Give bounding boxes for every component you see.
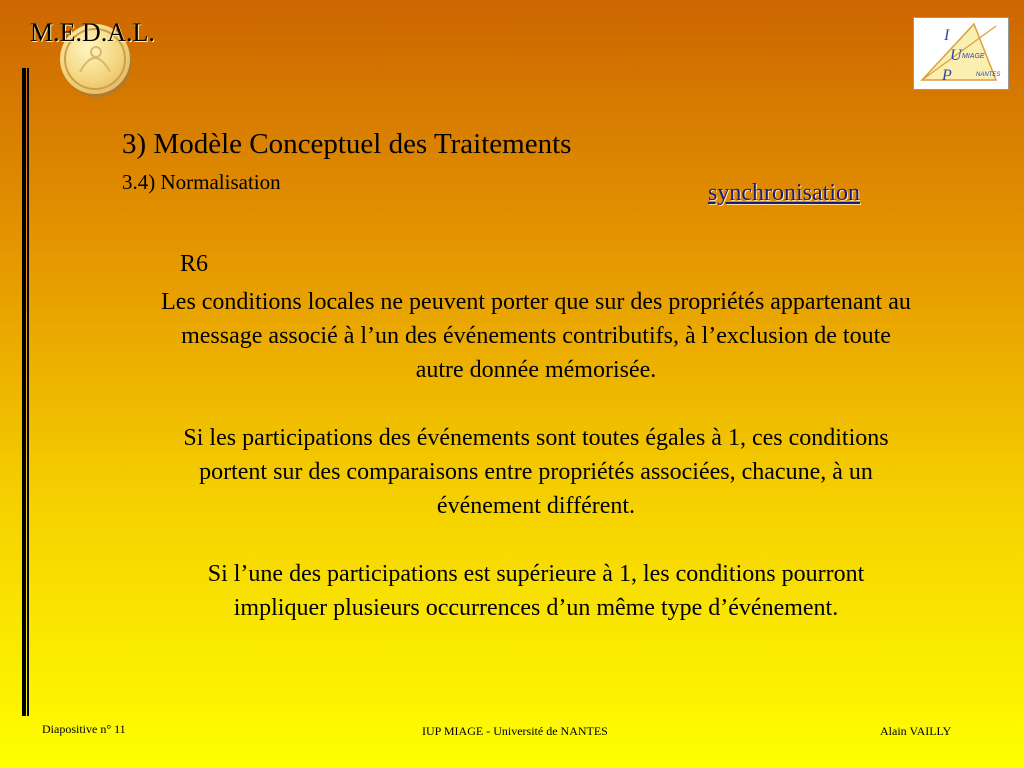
logo-letter-u: U [950, 47, 962, 64]
logo-word-miage: MIAGE [962, 53, 985, 60]
rule-paragraph-3: Si l’une des participations est supérieure à 1, les conditions pourront impliquer plusieurs occurrences d’un même type d’événement. [207, 561, 865, 621]
footer-author: Alain VAILLY [880, 724, 952, 738]
logo-letter-p: P [942, 67, 952, 84]
rule-paragraph-1: Les conditions locales ne peuvent porter que sur des propriétés appartenant au message associé à l’un des événements contributifs, à l’exclusion de toute autre donnée mémorisée. [161, 289, 911, 383]
synchronisation-link[interactable]: synchronisation [708, 180, 860, 206]
rule-body [160, 285, 912, 659]
footer-slide-number: Diapositive n° 11 [42, 722, 126, 736]
slide-subtitle: 3.4) Normalisation [122, 170, 281, 194]
rule-id: R6 [180, 251, 209, 277]
iup-miage-logo [913, 17, 1009, 90]
footer-institution: IUP MIAGE - Université de NANTES [422, 724, 608, 738]
slide-title: 3) Modèle Conceptuel des Traitements [122, 128, 572, 160]
left-vertical-rule [22, 68, 26, 716]
logo-letter-i: I [944, 27, 950, 44]
left-vertical-rule-thin [27, 68, 29, 716]
brand-title: M.E.D.A.L. [30, 18, 155, 47]
logo-word-nantes: NANTES [976, 72, 1001, 78]
rule-paragraph-2: Si les participations des événements sont toutes égales à 1, ces conditions portent sur des comparaisons entre propriétés associées, chacune, à un événement différent. [183, 425, 889, 519]
iup-logo-icon [914, 18, 1008, 89]
